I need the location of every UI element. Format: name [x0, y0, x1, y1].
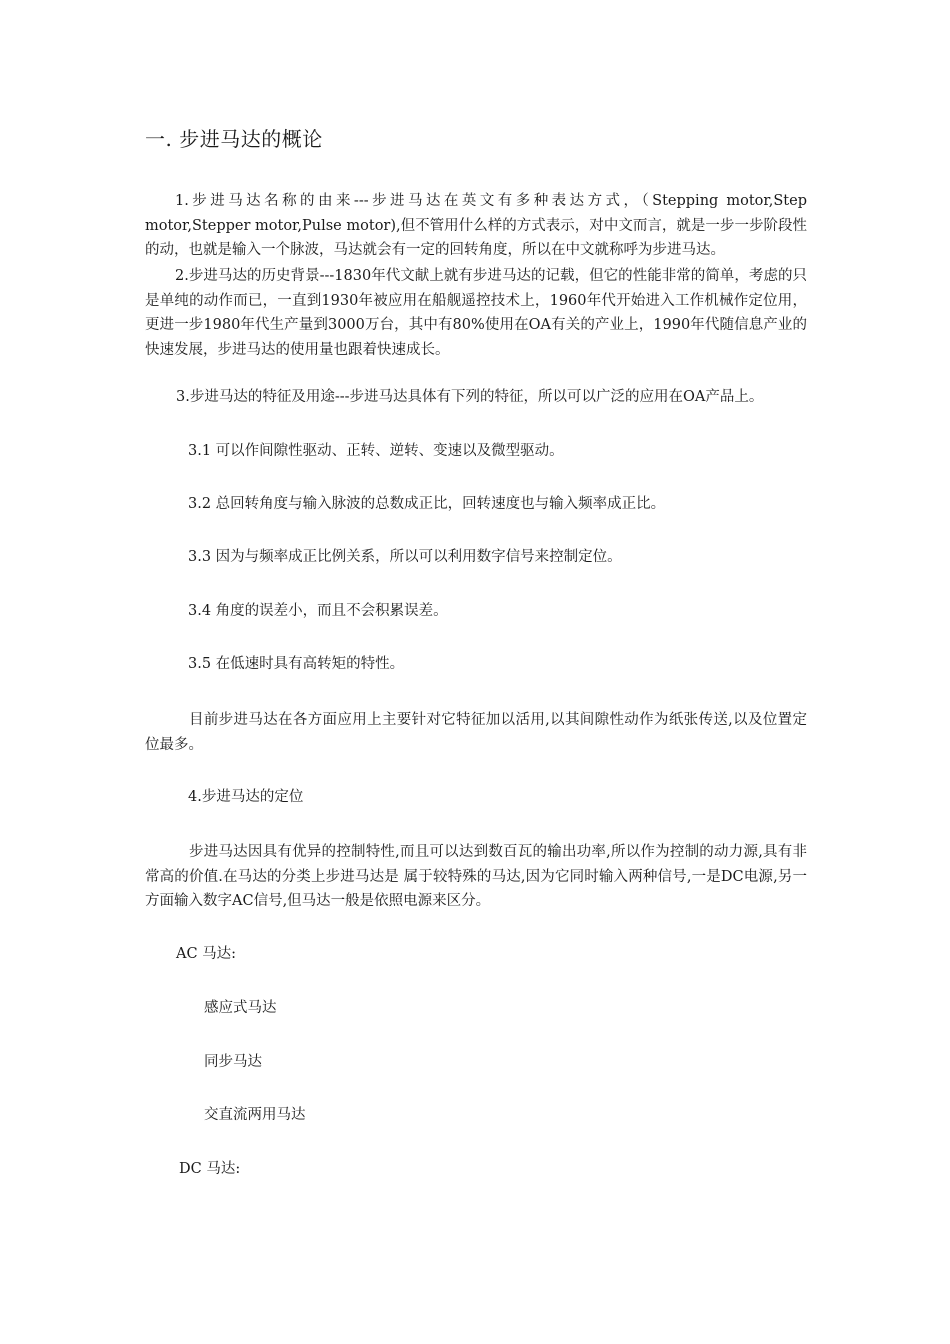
paragraph-features-intro: 3.步进马达的特征及用途---步进马达具体有下列的特征，所以可以广泛的应用在OA产品上。 [176, 389, 764, 405]
section-heading: 一. 步进马达的概论 [145, 127, 323, 151]
feature-3-3: 3.3 因为与频率成正比例关系，所以可以利用数字信号来控制定位。 [188, 549, 622, 565]
paragraph-current-use: 目前步进马达在各方面应用上主要针对它特征加以活用,以其间隙性动作为纸张传送,以及位置定位最多。 [145, 712, 807, 753]
ac-item-induction: 感应式马达 [204, 1000, 277, 1016]
ac-motor-label: AC 马达: [176, 946, 237, 962]
feature-3-4: 3.4 角度的误差小，而且不会积累误差。 [188, 603, 448, 619]
ac-item-synchronous: 同步马达 [204, 1054, 262, 1070]
feature-3-1: 3.1 可以作间隙性驱动、正转、逆转、变速以及微型驱动。 [188, 443, 564, 459]
paragraph-history: 2.步进马达的历史背景---1830年代文献上就有步进马达的记载，但它的性能非常的简单，考虑的只是单纯的动作而已，一直到1930年被应用在船舰遥控技术上，1960年代开始进入工作机械作定位用，更进一步1980年代生产量到3000万台，其中有80%使用在OA有关的产业上，1990年代随信息产业的快速发展，步进马达的使用量也跟着快速成长。 [145, 268, 807, 358]
paragraph-name-origin: 1.步进马达名称的由来---步进马达在英文有多种表达方式，（Stepping motor,Step motor,Stepper motor,Pulse motor),但不管用什么样的方式表示，对中文而言，就是一步一步阶段性的动，也就是输入一个脉波，马达就会有一定的回转角度，所以在中文就称呼为步进马达。 [145, 193, 807, 258]
paragraph-positioning: 步进马达因具有优异的控制特性,而且可以达到数百瓦的输出功率,所以作为控制的动力源,具有非常高的价值.在马达的分类上步进马达是 属于较特殊的马达,因为它同时输入两种信号,一是DC电源,另一方面输入数字AC信号,但马达一般是依照电源来区分。 [145, 844, 807, 909]
dc-motor-label: DC 马达: [179, 1161, 241, 1177]
subheading-positioning: 4.步进马达的定位 [188, 789, 304, 805]
ac-item-universal: 交直流两用马达 [204, 1107, 306, 1123]
feature-3-2: 3.2 总回转角度与输入脉波的总数成正比，回转速度也与输入频率成正比。 [188, 496, 666, 512]
feature-3-5: 3.5 在低速时具有高转矩的特性。 [188, 656, 405, 672]
